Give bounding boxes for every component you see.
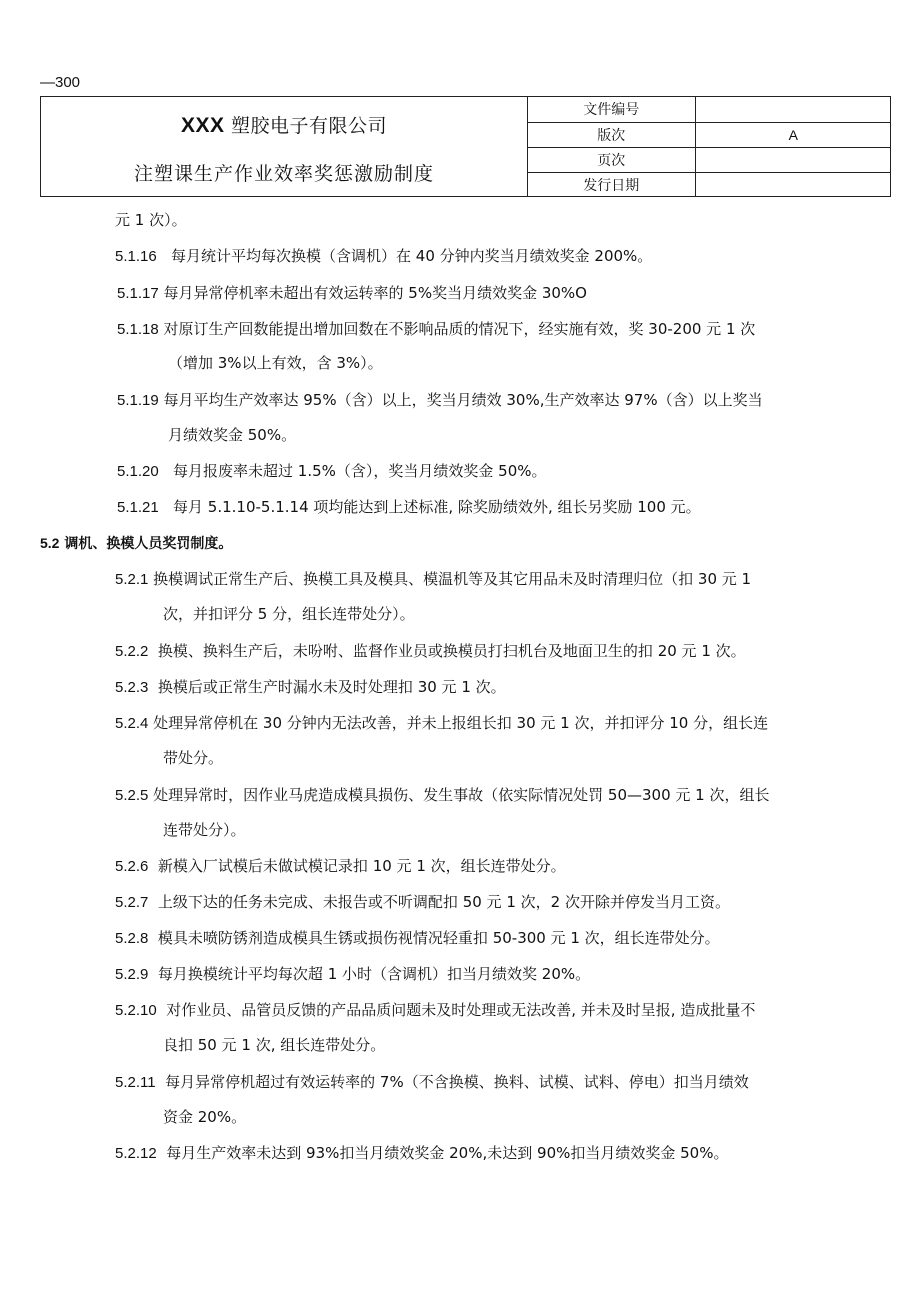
clause-5-2-10 [115, 1000, 755, 1021]
clause-5-2-5 [115, 785, 770, 806]
meta-value [695, 147, 891, 172]
document-header [40, 96, 891, 197]
clause-number: 5.2.7 [115, 894, 149, 911]
clause-text: 每月换模统计平均每次超 1 小时（含调机）扣当月绩效奖 20%。 [157, 965, 591, 983]
clause-text: 每月生产效率未达到 93%扣当月绩效奖金 20%,未达到 90%扣当月绩效奖金 50%。 [166, 1144, 729, 1162]
clause-number: 5.2.2 [115, 643, 149, 660]
clause-5-1-18-cont [168, 353, 383, 373]
clause-5-2-12 [115, 1143, 728, 1164]
clause-number: 5.2.4 [115, 715, 149, 732]
clause-5-1-18 [117, 319, 755, 340]
company-prefix: XXX [180, 114, 225, 137]
clause-text: 处理异常时，因作业马虎造成模具损伤、发生事故（依实际情况处罚 50—300 元 1 次，组长 [153, 786, 770, 804]
clause-5-1-21 [117, 497, 701, 518]
clause-number: 5.2.3 [115, 679, 149, 696]
meta-label: 页次 [528, 147, 695, 172]
clause-5-2-6 [115, 856, 566, 877]
clause-text: 对作业员、品管员反馈的产品品质问题未及时处理或无法改善, 并未及时呈报, 造成批量不 [166, 1001, 756, 1019]
clause-text: 换模调试正常生产后、换模工具及模具、模温机等及其它用品未及时清理归位（扣 30 元 1 [153, 570, 752, 588]
clause-5-2-3 [115, 677, 506, 698]
meta-row-page [528, 147, 891, 172]
clause-text: 对原订生产回数能提出增加回数在不影响品质的情况下，经实施有效，奖 30-200 元 1 次 [163, 320, 756, 338]
clause-5-1-19-cont [168, 425, 296, 445]
clause-number: 5.2.11 [115, 1074, 156, 1091]
paragraph-line [115, 210, 187, 230]
clause-5-2-5-cont [163, 820, 246, 840]
company-name [41, 111, 527, 138]
clause-5-2-4-cont [163, 748, 223, 768]
clause-text: （增加 3%以上有效，含 3%）。 [168, 354, 383, 372]
clause-number: 5.1.16 [115, 248, 157, 265]
clause-5-2-1-cont [163, 604, 415, 624]
clause-5-2-7 [115, 892, 730, 913]
clause-5-1-17 [117, 283, 587, 304]
clause-number: 5.1.21 [117, 499, 159, 516]
clause-number: 5.2.6 [115, 858, 149, 875]
clause-number: 5.2.9 [115, 966, 149, 983]
clause-number: 5.1.18 [117, 321, 159, 338]
clause-number: 5.2.1 [115, 571, 149, 588]
meta-label: 文件编号 [528, 97, 695, 122]
clause-5-2-10-cont [163, 1035, 385, 1055]
clause-text: 带处分。 [163, 749, 224, 767]
clause-number: 5.2.10 [115, 1002, 157, 1019]
section-title: 调机、换模人员奖罚制度。 [64, 536, 233, 552]
company-name-text: 塑胶电子有限公司 [231, 115, 388, 137]
section-5-2-heading [40, 533, 232, 554]
meta-row-issue-date [528, 172, 891, 197]
clause-text: 新模入厂试模后未做试模记录扣 10 元 1 次，组长连带处分。 [157, 857, 566, 875]
line-text: 元 1 次）。 [115, 211, 187, 229]
clause-number: 5.1.17 [117, 285, 159, 302]
clause-5-1-20 [117, 461, 547, 482]
clause-5-2-11 [115, 1072, 749, 1093]
meta-row-file-number [528, 97, 891, 122]
clause-text: 处理异常停机在 30 分钟内无法改善，并未上报组长扣 30 元 1 次，并扣评分 10 分，组长连 [153, 714, 769, 732]
clause-text: 模具未喷防锈剂造成模具生锈或损伤视情况轻重扣 50-300 元 1 次，组长连带处分。 [157, 929, 720, 947]
header-title-block [41, 97, 528, 196]
clause-5-2-8 [115, 928, 720, 949]
clause-text: 每月异常停机率未超出有效运转率的 5%奖当月绩效奖金 30%O [163, 284, 587, 302]
document-meta-table [528, 97, 891, 197]
meta-label: 发行日期 [528, 172, 695, 197]
clause-number: 5.2.12 [115, 1145, 157, 1162]
clause-text: 上级下达的任务未完成、未报告或不听调配扣 50 元 1 次，2 次开除并停发当月工资。 [157, 893, 730, 911]
clause-text: 每月 5.1.10-5.1.14 项均能达到上述标准, 除奖励绩效外, 组长另奖励 100 元。 [173, 498, 701, 516]
clause-number: 5.1.20 [117, 463, 159, 480]
meta-value [695, 172, 891, 197]
clause-text: 每月报废率未超过 1.5%（含），奖当月绩效奖金 50%。 [173, 462, 547, 480]
clause-5-2-2 [115, 641, 746, 662]
document-title: 注塑课生产作业效率奖惩激励制度 [133, 163, 434, 185]
clause-text: 换模后或正常生产时漏水未及时处理扣 30 元 1 次。 [157, 678, 506, 696]
clause-text: 每月统计平均每次换模（含调机）在 40 分钟内奖当月绩效奖金 200%。 [171, 247, 653, 265]
meta-value [695, 97, 891, 122]
top-note: —300 [40, 74, 81, 91]
clause-number: 5.2.5 [115, 787, 149, 804]
clause-5-1-16 [115, 246, 652, 267]
clause-number: 5.1.19 [117, 392, 159, 409]
clause-number: 5.2.8 [115, 930, 149, 947]
clause-5-1-19 [117, 390, 763, 411]
clause-5-2-1 [115, 569, 751, 590]
section-number: 5.2 [40, 535, 60, 551]
meta-row-version [528, 122, 891, 147]
clause-text: 月绩效奖金 50%。 [168, 426, 297, 444]
clause-text: 每月异常停机超过有效运转率的 7%（不含换模、换料、试模、试料、停电）扣当月绩效 [165, 1073, 749, 1091]
clause-5-2-9 [115, 964, 590, 985]
meta-label: 版次 [528, 122, 695, 147]
clause-text: 良扣 50 元 1 次, 组长连带处分。 [163, 1036, 386, 1054]
clause-text: 连带处分）。 [163, 821, 246, 839]
clause-text: 换模、换料生产后，未吩咐、监督作业员或换模员打扫机台及地面卫生的扣 20 元 1 次。 [157, 642, 746, 660]
clause-text: 资金 20%。 [163, 1108, 247, 1126]
clause-text: 每月平均生产效率达 95%（含）以上，奖当月绩效 30%,生产效率达 97%（含）以上奖当 [163, 391, 763, 409]
clause-5-2-11-cont [163, 1107, 246, 1127]
clause-text: 次，并扣评分 5 分，组长连带处分）。 [163, 605, 415, 623]
meta-value: A [695, 122, 891, 147]
clause-5-2-4 [115, 713, 768, 734]
